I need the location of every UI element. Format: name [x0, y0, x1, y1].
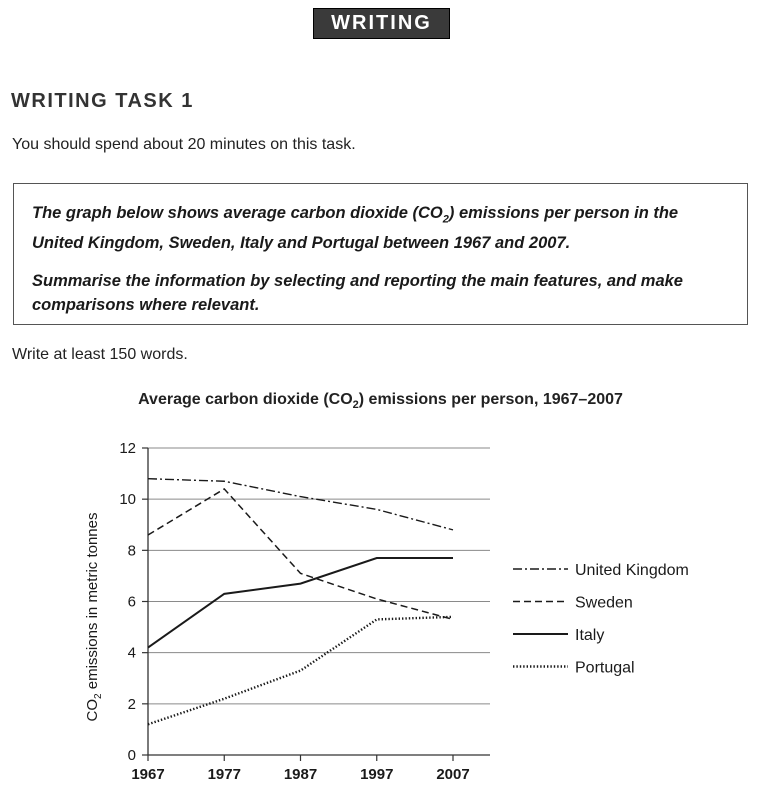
- chart-axes: [142, 448, 490, 761]
- prompt-description: The graph below shows average carbon dioxide $(CO_2)$ emissions per person in the United Kingdom, Sweden, Italy and Portugal between 1967 and 2007.: [32, 204, 679, 253]
- series-line-sweden: [148, 489, 453, 619]
- chart-legend: [513, 562, 689, 677]
- y-tick-label: 10: [119, 491, 136, 509]
- task-title: WRITING TASK 1: [11, 90, 194, 112]
- section-banner: WRITING: [313, 8, 450, 39]
- series-line-portugal: [148, 617, 453, 724]
- x-tick-label: 2007: [436, 766, 470, 783]
- y-tick-label: 6: [127, 593, 136, 611]
- legend-label-united-kingdom: United Kingdom: [575, 562, 689, 579]
- chart-grid: [148, 448, 490, 704]
- time-instruction: You should spend about 20 minutes on this task.: [12, 136, 356, 153]
- y-axis-label: $CO_2$ emissions in metric tonnes: [84, 512, 104, 722]
- legend-label-sweden: Sweden: [575, 594, 633, 612]
- x-tick-label: 1967: [131, 766, 165, 783]
- y-tick-label: 12: [119, 440, 136, 457]
- chart-title: Average carbon dioxide $(CO_2)$ emissions per person, 1967–2007: [138, 391, 623, 412]
- x-tick-label: 1987: [283, 766, 318, 783]
- x-tick-label: 1977: [207, 766, 241, 783]
- x-tick-label: 1997: [360, 766, 394, 783]
- y-tick-label: 0: [127, 747, 136, 764]
- word-count-instruction: Write at least 150 words.: [12, 346, 188, 363]
- y-tick-label: 8: [127, 542, 136, 560]
- y-tick-label: 2: [127, 695, 136, 713]
- legend-label-italy: Italy: [575, 627, 605, 644]
- series-line-united-kingdom: [148, 479, 453, 530]
- legend-label-portugal: Portugal: [575, 659, 635, 677]
- y-tick-label: 4: [127, 644, 136, 662]
- chart-tick-labels: [119, 440, 469, 783]
- series-line-italy: [148, 558, 453, 648]
- prompt-instruction: Summarise the information by selecting and reporting the main features, and make comparisons where relevant.: [32, 272, 683, 315]
